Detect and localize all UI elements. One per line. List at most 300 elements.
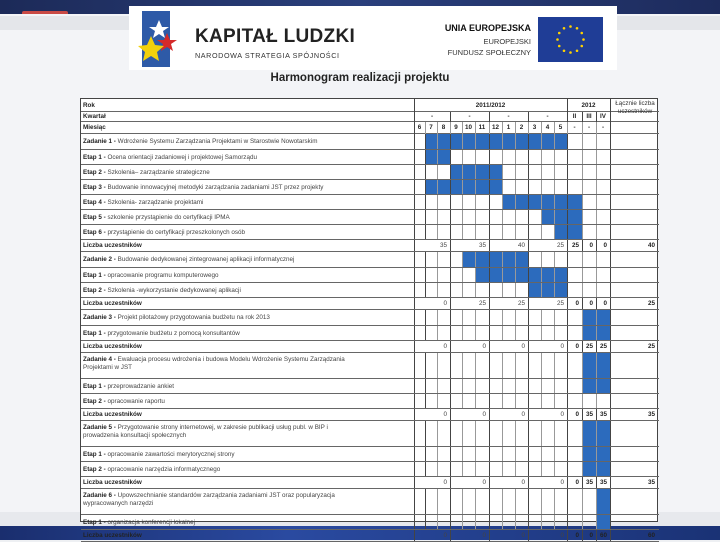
cell-divider — [596, 225, 597, 239]
cell-divider — [610, 447, 611, 461]
cell-divider — [596, 489, 597, 514]
label-prefix: Etap 5 - — [83, 214, 106, 221]
label-prefix: Zadanie 4 - — [83, 356, 116, 363]
cell-divider — [425, 122, 426, 134]
participants-value: 25 — [599, 343, 607, 350]
gantt-filled-cell — [596, 326, 610, 340]
cell-divider — [475, 122, 476, 134]
cell-divider — [528, 122, 529, 134]
eu-stars-icon — [538, 17, 603, 62]
cell-divider — [414, 421, 415, 446]
cell-divider — [489, 165, 490, 179]
gantt-filled-cell — [582, 447, 596, 461]
cell-divider — [596, 150, 597, 164]
participants-label: Liczba uczestników — [83, 532, 142, 539]
label-prefix: Etap 2 - — [83, 169, 106, 176]
month-header: - — [587, 124, 591, 131]
cell-divider — [437, 310, 438, 325]
participants-value: 0 — [482, 532, 486, 539]
cell-divider — [541, 252, 542, 267]
cell-divider — [475, 268, 476, 282]
cell-divider — [475, 283, 476, 297]
gantt-filled-cell — [582, 326, 596, 340]
cell-divider — [414, 326, 415, 340]
label-text: szkolenie przystąpienie do certyfikacji IPMA — [105, 214, 230, 221]
cell-divider — [528, 477, 529, 488]
cell-divider — [462, 252, 463, 267]
cell-divider — [450, 515, 451, 529]
cell-divider — [541, 134, 542, 149]
label-text: Ocena orientacji zadaniowej i projektowej Samorządu — [105, 154, 257, 161]
cell-divider — [414, 134, 415, 149]
participants-total: 60 — [647, 532, 655, 539]
cell-divider — [425, 210, 426, 224]
cell-divider — [596, 210, 597, 224]
participants-value: 35 — [478, 242, 486, 249]
cell-divider — [515, 515, 516, 529]
cell-divider — [582, 165, 583, 179]
cell-divider — [596, 195, 597, 209]
cell-divider — [596, 394, 597, 408]
stage-label — [83, 330, 240, 338]
gantt-filled-cell — [582, 462, 596, 476]
cell-divider — [567, 447, 568, 461]
label-text: Wdrożenie Systemu Zarządzania Projektami w Starostwie Nowotarskim — [115, 138, 318, 145]
label-text: Projekt pilotażowy przygotowania budżetu na rok 2013 — [115, 314, 270, 321]
cell-divider — [582, 447, 583, 461]
cell-divider — [582, 379, 583, 393]
cell-divider — [462, 353, 463, 378]
cell-divider — [541, 122, 542, 134]
cell-divider — [502, 379, 503, 393]
cell-divider — [582, 341, 583, 352]
cell-divider — [610, 240, 611, 251]
gantt-filled-cell — [554, 225, 567, 239]
quarter-iv: IV — [600, 113, 606, 120]
cell-divider — [567, 225, 568, 239]
stage-label — [83, 272, 218, 280]
cell-divider — [610, 379, 611, 393]
label-text-line2: prowadzenia konsultacji społecznych — [83, 431, 187, 439]
participants-value: 40 — [517, 242, 525, 249]
label-text: organizacja konferencji lokalnej — [105, 519, 196, 526]
gantt-filled-cell — [582, 379, 596, 393]
cell-divider — [582, 210, 583, 224]
label-text: Przygotowanie strony internetowej, w zakresie publikacji usług publ. w BIP i — [115, 424, 328, 431]
gantt-filled-cell — [596, 447, 610, 461]
label-prefix: Zadanie 3 - — [83, 314, 116, 321]
cell-divider — [610, 394, 611, 408]
cell-divider — [541, 421, 542, 446]
cell-divider — [541, 310, 542, 325]
gantt-filled-cell — [489, 180, 502, 194]
cell-divider — [528, 489, 529, 514]
cell-divider — [489, 489, 490, 514]
cell-divider — [475, 447, 476, 461]
cell-divider — [596, 409, 597, 420]
eu-fund-line1: EUROPEJSKI — [483, 37, 531, 46]
gantt-filled-cell — [541, 210, 554, 224]
cell-divider — [462, 268, 463, 282]
participants-row — [81, 530, 659, 542]
cell-divider — [541, 195, 542, 209]
cell-divider — [515, 447, 516, 461]
cell-divider — [596, 252, 597, 267]
cell-divider — [528, 225, 529, 239]
cell-divider — [610, 298, 611, 309]
cell-divider — [462, 310, 463, 325]
cell-divider — [582, 150, 583, 164]
cell-divider — [437, 462, 438, 476]
stage-row — [81, 150, 659, 165]
cell-divider — [425, 379, 426, 393]
cell-divider — [489, 268, 490, 282]
cell-divider — [610, 225, 611, 239]
cell-divider — [582, 268, 583, 282]
cell-divider — [528, 252, 529, 267]
cell-divider — [414, 195, 415, 209]
month-header: 6 — [417, 124, 422, 131]
cell-divider — [437, 489, 438, 514]
participants-value: 35 — [599, 411, 607, 418]
stage-row — [81, 447, 659, 462]
cell-divider — [596, 310, 597, 325]
stage-row — [81, 462, 659, 477]
gantt-filled-cell — [582, 310, 596, 325]
cell-divider — [489, 515, 490, 529]
cell-divider — [528, 283, 529, 297]
eu-star — [558, 32, 561, 35]
schedule-table — [80, 98, 658, 539]
cell-divider — [502, 268, 503, 282]
cell-divider — [541, 283, 542, 297]
label-text: Budowanie dedykowanej zintegrowanej aplikacji informatycznej — [115, 256, 295, 263]
task-label — [83, 256, 294, 264]
stage-label — [83, 229, 245, 237]
cell-divider — [489, 225, 490, 239]
gantt-filled-cell — [528, 134, 541, 149]
cell-divider — [437, 195, 438, 209]
cell-divider — [610, 310, 611, 325]
month-header: 10 — [464, 124, 472, 131]
gantt-filled-cell — [462, 165, 475, 179]
cell-divider — [489, 150, 490, 164]
kwartal-label: Kwartał — [83, 113, 106, 120]
cell-divider — [567, 283, 568, 297]
label-text: Szkolenia- zarządzanie projektami — [105, 199, 204, 206]
gantt-filled-cell — [515, 134, 528, 149]
cell-divider — [567, 210, 568, 224]
cell-divider — [414, 298, 415, 309]
participants-value: 0 — [603, 300, 607, 307]
cell-divider — [502, 421, 503, 446]
cell-divider — [475, 165, 476, 179]
cell-divider — [528, 326, 529, 340]
gantt-filled-cell — [450, 165, 462, 179]
cell-divider — [414, 180, 415, 194]
cell-divider — [541, 515, 542, 529]
cell-divider — [596, 134, 597, 149]
cell-divider — [502, 225, 503, 239]
eu-star — [576, 49, 579, 52]
cell-divider — [425, 195, 426, 209]
participants-value: 25 — [478, 300, 486, 307]
task-label — [83, 314, 270, 322]
cell-divider — [582, 353, 583, 378]
cell-divider — [437, 134, 438, 149]
cell-divider — [489, 210, 490, 224]
cell-divider — [596, 122, 597, 134]
cell-divider — [528, 165, 529, 179]
cell-divider — [610, 180, 611, 194]
gantt-filled-cell — [425, 134, 437, 149]
participants-value: 0 — [521, 479, 525, 486]
cell-divider — [462, 210, 463, 224]
cell-divider — [489, 326, 490, 340]
cell-divider — [567, 195, 568, 209]
cell-divider — [596, 283, 597, 297]
cell-divider — [502, 326, 503, 340]
cell-divider — [414, 268, 415, 282]
cell-divider — [502, 150, 503, 164]
cell-divider — [502, 283, 503, 297]
cell-divider — [489, 310, 490, 325]
stage-row — [81, 165, 659, 180]
task-row — [81, 353, 659, 379]
cell-divider — [475, 379, 476, 393]
cell-divider — [567, 310, 568, 325]
cell-divider — [414, 353, 415, 378]
label-text: przeprowadzanie ankiet — [105, 383, 175, 390]
cell-divider — [425, 283, 426, 297]
participants-label: Liczba uczestników — [83, 242, 142, 249]
cell-divider — [414, 409, 415, 420]
cell-divider — [541, 462, 542, 476]
cell-divider — [582, 489, 583, 514]
label-prefix: Zadanie 1 - — [83, 138, 116, 145]
cell-divider — [515, 210, 516, 224]
cell-divider — [414, 165, 415, 179]
cell-divider — [541, 326, 542, 340]
cell-divider — [610, 268, 611, 282]
participants-value: 0 — [575, 479, 579, 486]
cell-divider — [554, 180, 555, 194]
quarter-iii: III — [586, 113, 592, 120]
cell-divider — [414, 283, 415, 297]
cell-divider — [502, 252, 503, 267]
label-prefix: Etap 4 - — [83, 199, 106, 206]
gantt-filled-cell — [425, 180, 437, 194]
cell-divider — [489, 252, 490, 267]
cell-divider — [596, 298, 597, 309]
participants-total: 40 — [647, 242, 655, 249]
cell-divider — [437, 394, 438, 408]
cell-divider — [414, 150, 415, 164]
cell-divider — [437, 268, 438, 282]
cell-divider — [425, 421, 426, 446]
cell-divider — [567, 341, 568, 352]
cell-divider — [541, 353, 542, 378]
gantt-filled-cell — [541, 283, 554, 297]
gantt-filled-cell — [528, 195, 541, 209]
stage-label — [83, 214, 230, 222]
label-prefix: Etap 3 - — [83, 184, 106, 191]
gantt-filled-cell — [541, 195, 554, 209]
participants-total: 35 — [647, 411, 655, 418]
gantt-filled-cell — [475, 252, 489, 267]
cell-divider — [541, 180, 542, 194]
cell-divider — [462, 379, 463, 393]
cell-divider — [450, 252, 451, 267]
cell-divider — [502, 515, 503, 529]
participants-value: 0 — [589, 300, 593, 307]
cell-divider — [425, 225, 426, 239]
cell-divider — [489, 353, 490, 378]
cell-divider — [414, 447, 415, 461]
cell-divider — [554, 283, 555, 297]
cell-divider — [610, 252, 611, 267]
participants-value: 0 — [603, 242, 607, 249]
cell-divider — [567, 462, 568, 476]
cell-divider — [414, 341, 415, 352]
gantt-filled-cell — [528, 268, 541, 282]
cell-divider — [437, 447, 438, 461]
cell-divider — [489, 447, 490, 461]
stage-row — [81, 326, 659, 341]
cell-divider — [582, 134, 583, 149]
cell-divider — [567, 268, 568, 282]
cell-divider — [450, 409, 451, 420]
cell-divider — [462, 489, 463, 514]
participants-value: 0 — [560, 532, 564, 539]
gantt-filled-cell — [567, 195, 582, 209]
label-prefix: Zadanie 6 - — [83, 492, 116, 499]
cell-divider — [528, 409, 529, 420]
cell-divider — [450, 447, 451, 461]
cell-divider — [554, 394, 555, 408]
gantt-filled-cell — [596, 379, 610, 393]
cell-divider — [450, 298, 451, 309]
cell-divider — [450, 240, 451, 251]
cell-divider — [610, 99, 611, 134]
label-text: Upowszechnianie standardów zarządzania zadaniami JST oraz popularyzacja — [115, 492, 335, 499]
gantt-filled-cell — [567, 210, 582, 224]
cell-divider — [475, 515, 476, 529]
cell-divider — [450, 122, 451, 134]
month-header: - — [573, 124, 576, 131]
month-header: 12 — [491, 124, 499, 131]
stage-row — [81, 379, 659, 394]
participants-value: 0 — [443, 532, 447, 539]
cell-divider — [567, 240, 568, 251]
label-text: Szkolenia– zarządzanie strategiczne — [105, 169, 210, 176]
cell-divider — [541, 150, 542, 164]
label-text: Budowanie innowacyjnej metodyki zarządzania zadaniami JST przez projekty — [105, 184, 324, 191]
cell-divider — [502, 134, 503, 149]
cell-divider — [582, 180, 583, 194]
eu-fund-line2: FUNDUSZ SPOŁECZNY — [447, 48, 531, 57]
month-header: 4 — [545, 124, 550, 131]
cell-divider — [554, 150, 555, 164]
cell-divider — [582, 122, 583, 134]
cell-divider — [414, 225, 415, 239]
cell-divider — [489, 180, 490, 194]
cell-divider — [489, 462, 490, 476]
miesiac-label: Miesiąc — [83, 124, 106, 131]
gantt-filled-cell — [541, 134, 554, 149]
cell-divider — [450, 195, 451, 209]
cell-divider — [596, 180, 597, 194]
cell-divider — [515, 489, 516, 514]
cell-divider — [528, 310, 529, 325]
participants-value: 0 — [443, 411, 447, 418]
task-row — [81, 489, 659, 515]
cell-divider — [450, 394, 451, 408]
cell-divider — [425, 252, 426, 267]
cell-divider — [528, 353, 529, 378]
cell-divider — [450, 150, 451, 164]
cell-divider — [582, 195, 583, 209]
label-prefix: Zadanie 2 - — [83, 256, 116, 263]
cell-divider — [528, 530, 529, 541]
participants-value: 0 — [575, 343, 579, 350]
stage-label — [83, 184, 323, 192]
stage-row — [81, 394, 659, 409]
cell-divider — [502, 310, 503, 325]
gantt-filled-cell — [582, 421, 596, 446]
eu-star — [558, 45, 561, 48]
participants-value: 0 — [443, 343, 447, 350]
cell-divider — [582, 409, 583, 420]
cell-divider — [567, 252, 568, 267]
gantt-filled-cell — [554, 268, 567, 282]
cell-divider — [462, 195, 463, 209]
cell-divider — [450, 421, 451, 446]
cell-divider — [489, 240, 490, 251]
cell-divider — [528, 447, 529, 461]
cell-divider — [437, 283, 438, 297]
participants-value: 0 — [575, 532, 579, 539]
cell-divider — [489, 477, 490, 488]
gantt-filled-cell — [554, 134, 567, 149]
cell-divider — [610, 283, 611, 297]
participants-value: 0 — [589, 532, 593, 539]
label-text: opracowanie narzędzia informatycznego — [105, 466, 221, 473]
quarter-3: - — [507, 113, 510, 120]
month-header: 9 — [454, 124, 458, 131]
cell-divider — [502, 165, 503, 179]
gantt-filled-cell — [502, 134, 515, 149]
cell-divider — [582, 477, 583, 488]
participants-value: 0 — [521, 532, 525, 539]
cell-divider — [528, 150, 529, 164]
quarter-4: - — [546, 113, 549, 120]
cell-divider — [450, 379, 451, 393]
cell-divider — [414, 394, 415, 408]
cell-divider — [425, 394, 426, 408]
cell-divider — [567, 409, 568, 420]
month-header: - — [601, 124, 605, 131]
cell-divider — [462, 150, 463, 164]
month-header: 8 — [441, 124, 446, 131]
cell-divider — [437, 379, 438, 393]
cell-divider — [610, 421, 611, 446]
cell-divider — [515, 379, 516, 393]
cell-divider — [596, 379, 597, 393]
label-text-line2: Projektami w JST — [83, 363, 132, 371]
gantt-filled-cell — [489, 252, 502, 267]
cell-divider — [515, 225, 516, 239]
